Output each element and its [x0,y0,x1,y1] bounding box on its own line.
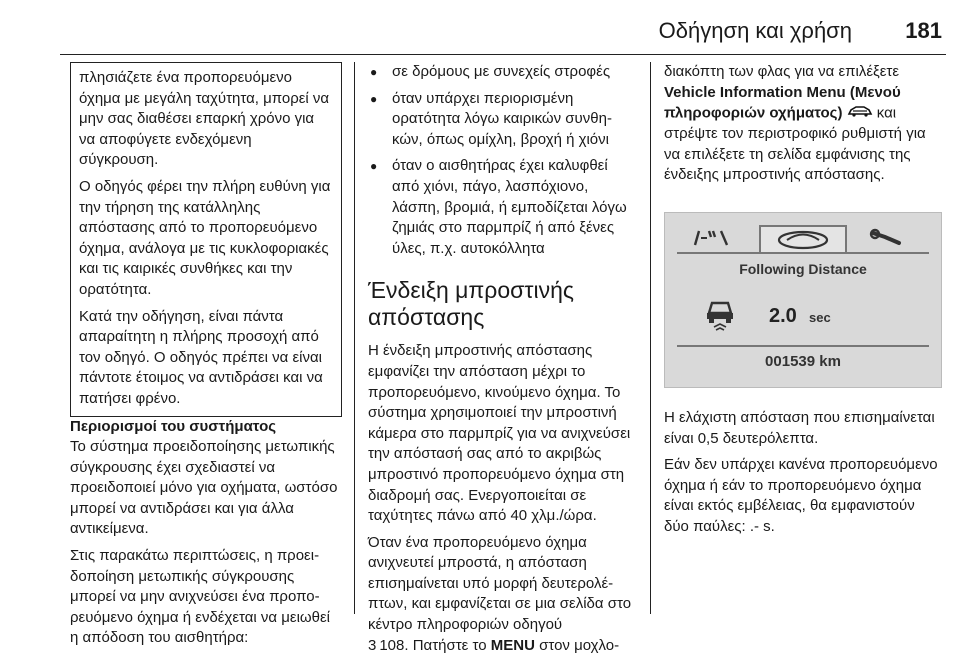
warning-paragraph: πλησιάζετε ένα προπορευόμενο όχημα με μεγάλη ταχύτητα, μπορεί να μην σας διαθέσει επαρκή χρόνο για να αποφύγετε ενδεχόμενη σύγκρουση. [79,69,330,169]
body-paragraph: Το σύστημα προειδοποίησης μετωπικής σύγκρουσης έχει σχεδιαστεί να προειδοποιεί μόνο για οχήματα, ωστόσο μπορεί να αντιδράσει και για άλλα αντικείμενα. [70,438,338,538]
bullet-list [368,62,636,259]
warning-paragraph: Κατά την οδήγηση, είναι πάντα απαραίτητη η πλήρης προσοχή από τον οδηγό. Ο οδηγός πρέπει να είναι πάντοτε έτοιμος να αντιδράσει και να πατήσει φρένο. [79,307,323,407]
distance-value: 2.0 [769,305,797,327]
column-2 [368,62,636,662]
menu-name: Vehicle Information Menu (Μενού πληροφοριών οχήματος) [664,83,901,122]
subheading: Περιορισμοί του συστήματος [70,417,277,435]
page-number: 181 [905,18,942,43]
paragraph-text: διακόπτη των φλας για να επιλέξετε [664,63,900,80]
body-paragraph: Εάν δεν υπάρχει κανένα προπορευόμενο όχημα ή εάν το προπορευόμενο όχημα είναι εκτός εμβέλειας, θα εμφανιστούν δύο παύλες: .- s. [664,456,938,535]
column-3 [664,62,940,192]
body-paragraph: Στις παρακάτω περιπτώσεις, η προειδοποίηση μετωπικής σύγκρουσης μπορεί να μην ανιχνεύσει ένα προπορευόμενο όχημα ή ενδέχεται να μειωθεί η απόδοση του αισθητήρα: [70,547,330,647]
menu-button-name: MENU [490,636,535,654]
display-label: Following Distance [739,261,867,277]
odometer-reading: 001539 km [765,353,841,370]
body-paragraph [368,533,636,657]
body-paragraph: Η ελάχιστη απόσταση που επισημαίνεται είναι 0,5 δευτερόλεπτα. [664,409,935,447]
reference-arrow-icon: 3 [368,636,377,654]
warning-box [70,62,342,417]
column-divider-1 [354,62,355,614]
distance-unit: sec [809,310,831,325]
car-icon [847,103,873,124]
chapter-title: Οδήγηση και χρήση [658,18,852,43]
list-item: ● όταν υπάρχει περιορισμένη ορατότητα λόγω καιρικών συνθηκών, όπως ομίχλη, βροχή ή χιόνι [368,89,636,151]
paragraph-tail: και στρέψτε τον περιστροφικό ρυθμιστή για να επιλέξετε τη σελίδα εμφάνισης της ένδειξης μπροστινής απόστασης. [664,104,926,184]
page-reference: 108. Πατήστε το [379,636,487,654]
body-paragraph [664,62,940,186]
paragraph-text: Όταν ένα προπορευόμενο όχημα ανιχνευτεί μπροστά, η απόσταση επισημαίνεται υπό μορφή δευτερολέπτων, και εμφανίζεται σε μια σελίδα στο κέντρο πληροφοριών οδηγού [368,533,632,634]
odometer-divider [677,345,929,347]
warning-paragraph: Ο οδηγός φέρει την πλήρη ευθύνη για την τήρηση της κατάλληλης απόστασης από το προπορευόμενο όχημα, ανάλογα με τις κυκλοφοριακές και τις καιρικές συνθήκες και την ορατότητα. [79,177,331,298]
road-sign-icon [687,225,737,251]
column-1 [70,62,342,655]
list-item: ● σε δρόμους με συνεχείς στροφές [368,62,636,83]
wrench-icon [861,225,911,251]
list-item: ● όταν ο αισθητήρας έχει καλυφθεί από χιόνι, πάγο, λασπόχιονο, λάσπη, βρομιά, ή εμποδίζεται λόγω ζημιάς στο παρμπρίζ ή από ξένες ύλες, π.χ. αυτοκόλλητα [368,156,636,259]
column-3-lower [664,408,940,544]
section-title: Ένδειξη μπροστινής απόστασης [368,277,574,331]
paragraph-tail: στον μοχλο- [539,636,620,654]
header-divider [60,54,946,55]
following-car-icon [703,297,737,336]
car-tab-icon [759,225,847,253]
body-paragraph: Η ένδειξη μπροστινής απόστασης εμφανίζει την απόσταση μέχρι το προπορευόμενο, κινούμενο όχημα. Το σύστημα χρησιμοποιεί την μπροστινή κάμερα στο παρμπρίζ για να ανιχνεύσει την απόστασή σας από το ακριβώς μπροστινό προπορευόμενο όχημα στη διαδρομή σας. Ενεργοποιείται σε ταχύτητες πάνω από 40 χλμ./ώρα. [368,342,631,525]
tab-divider [677,252,929,254]
column-divider-2 [650,62,651,614]
driver-info-display [664,212,942,388]
